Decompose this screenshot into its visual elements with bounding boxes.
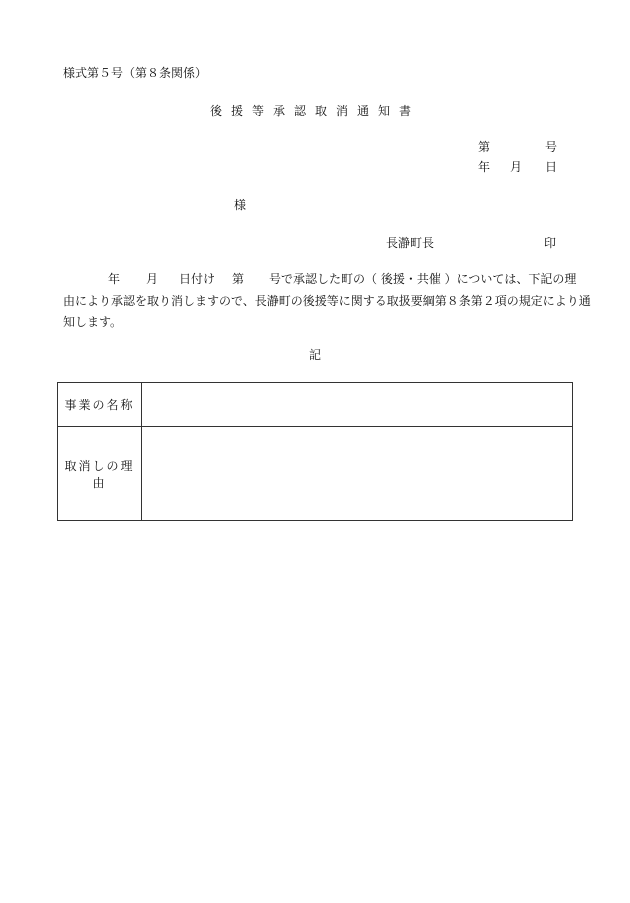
body-day-label: 日付け <box>179 272 216 286</box>
table-row <box>58 427 573 521</box>
table-row <box>58 383 573 427</box>
body-number-prefix: 第 <box>232 272 245 286</box>
ki-heading: 記 <box>308 348 321 362</box>
date-month-label: 月 <box>510 160 523 174</box>
document-number-prefix: 第 <box>478 140 491 154</box>
cancel-reason-field[interactable] <box>142 427 573 521</box>
recipient-honorific: 様 <box>234 198 247 212</box>
body-line2-text: 由により承認を取り消しますので、長瀞町の後援等に関する取扱要綱第８条第２項の規定により通 <box>63 294 591 308</box>
cancel-reason-label: 取消しの理由 <box>58 427 142 521</box>
body-line3-text: 知します。 <box>63 315 123 329</box>
form-number-label: 様式第５号（第８条関係） <box>63 66 208 80</box>
date-year-label: 年 <box>478 160 491 174</box>
body-year-label: 年 <box>108 272 121 286</box>
project-name-field[interactable] <box>142 383 573 427</box>
document-number-suffix: 号 <box>545 140 558 154</box>
date-day-label: 日 <box>545 160 558 174</box>
body-line1-text: 号で承認した町の（ 後援・共催 ）については、下記の理 <box>269 272 577 286</box>
project-name-label: 事業の名称 <box>58 383 142 427</box>
detail-table <box>57 382 573 521</box>
body-month-label: 月 <box>146 272 159 286</box>
issuer-name: 長瀞町長 <box>386 236 435 250</box>
issuer-seal-mark: 印 <box>544 236 557 250</box>
document-title: 後援等承認取消通知書 <box>209 104 420 118</box>
